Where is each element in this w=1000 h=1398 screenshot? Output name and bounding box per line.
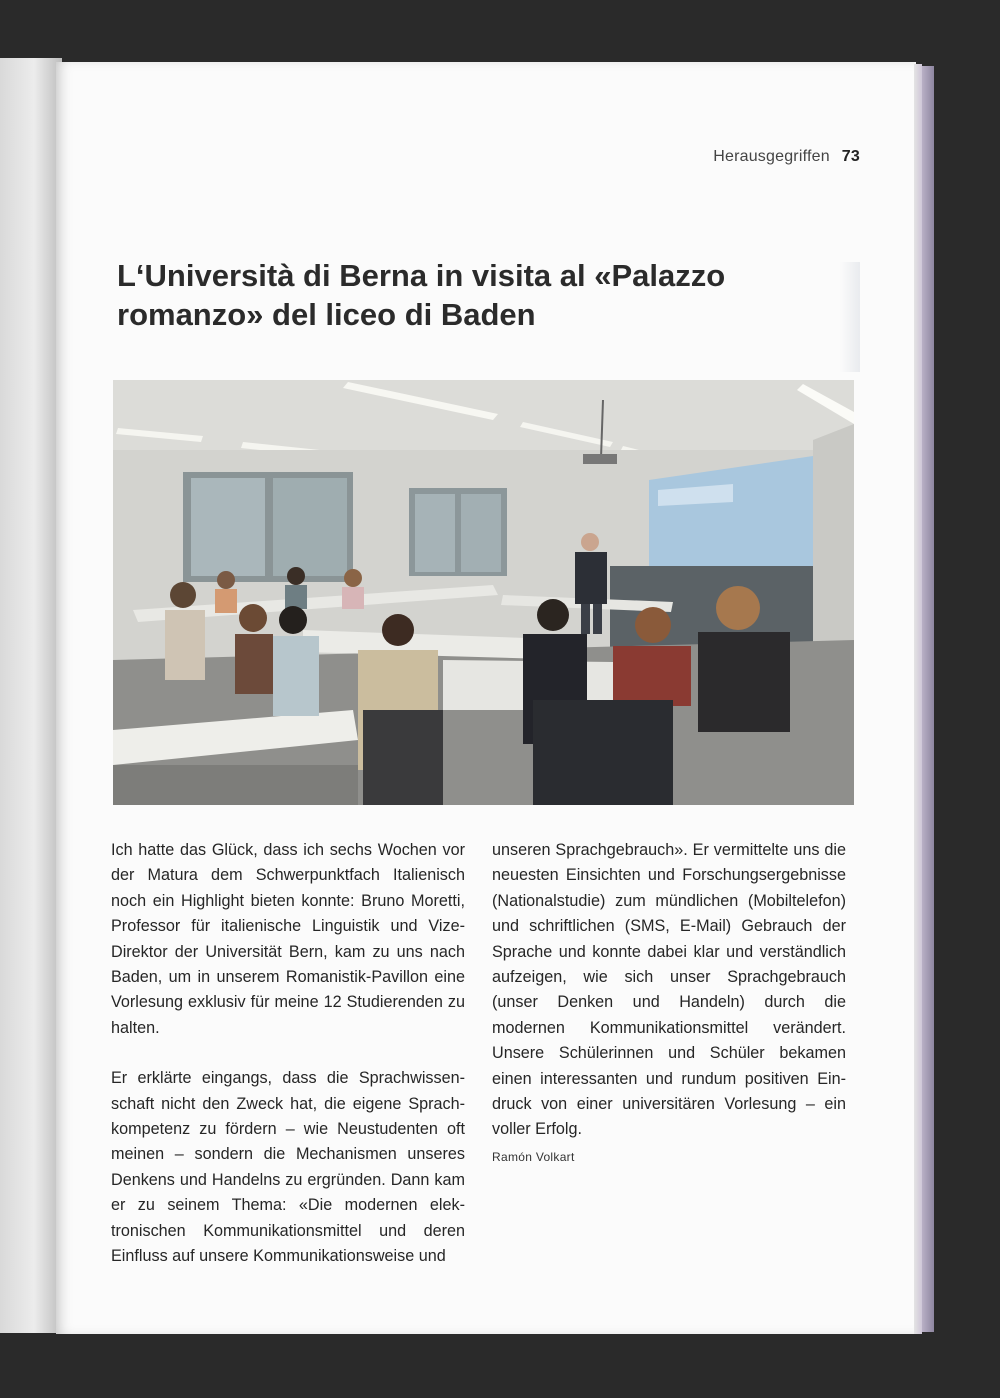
classroom-photo [113, 380, 854, 805]
left-page-edge [0, 58, 62, 1333]
page-stack-edge [914, 64, 922, 1334]
section-name: Herausgegriffen [713, 148, 830, 165]
paragraph: Ich hatte das Glück, dass ich sechs Wochen vor der Matura dem Schwerpunktfach Italienisch noch ein Highlight bieten konnte: Bruno Moretti, Professor für italienische Linguistik und Vize-Direktor der Universität Bern, kam zu uns nach Baden, um in unserem Romanistik-Pavillon eine Vorlesung exklusiv für meine 12 Studierenden zu halten. [111, 841, 465, 1037]
page-number: 73 [841, 148, 860, 165]
show-through-text [840, 262, 860, 372]
article-title: L‘Università di Berna in visita al «Palazzo romanzo» del liceo di Baden [117, 258, 726, 332]
running-header [713, 148, 860, 166]
author-name: Ramón Volkart [492, 1149, 575, 1164]
article-column-left [111, 838, 465, 1295]
article-column-right [492, 838, 846, 1170]
paragraph: unseren Sprachgebrauch». Er vermittelte uns die neuesten Einsichten und Forschungsergebnisse (Nationalstudie) zum mündlichen (Mobiltelefon) und schriftlichen (SMS, E-Mail) Gebrauch der Sprache und konnte dabei klar und verständlich aufzeigen, wie sich unser Sprachgebrauch (unser Denken und Handeln) durch die modernen Kommunikationsmittel verändert. Unsere Schülerinnen und Schüler bekamen einen interessanten und rundum positiven Eindruck von einer universitären Vorlesung – ein voller Erfolg. [492, 841, 846, 1139]
page-stack-edge-outer [922, 66, 934, 1332]
paragraph: Er erklärte eingangs, dass die Sprachwissenschaft nicht den Zweck hat, die eigene Sprachkompetenz zu fördern – wie Neustudenten oft meinen – sondern die Mechanismen unseres Denkens und Handelns zu ergründen. Dann kam er zu seinem Thema: «Die modernen elektronischen Kommunikationsmittel und deren Einfluss auf unsere Kommunikationsweise und [111, 1069, 465, 1266]
